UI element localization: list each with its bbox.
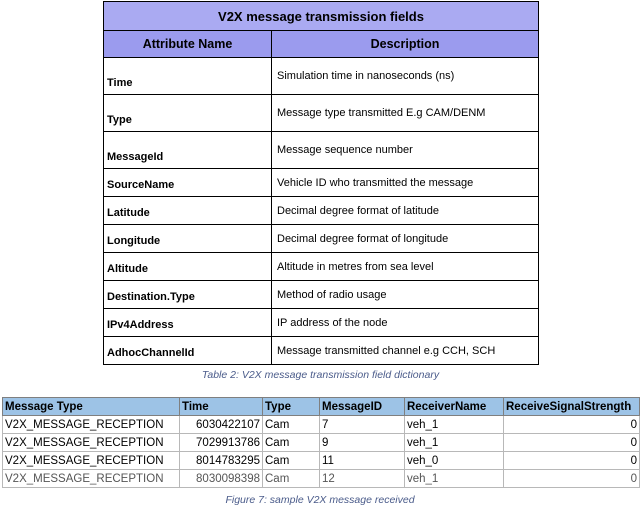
col-header-type: Type bbox=[263, 398, 320, 416]
fields-table bbox=[103, 1, 539, 365]
table-row bbox=[104, 253, 539, 281]
attr-name: Longitude bbox=[104, 225, 272, 253]
cell-receiver: veh_1 bbox=[405, 470, 504, 488]
cell-time: 8030098398 bbox=[180, 470, 263, 488]
cell-message-type: V2X_MESSAGE_RECEPTION bbox=[3, 416, 180, 434]
table-row bbox=[104, 58, 539, 95]
cell-message-id: 12 bbox=[320, 470, 405, 488]
col-header-receiver-name: ReceiverName bbox=[405, 398, 504, 416]
table-row bbox=[104, 95, 539, 132]
col-header-message-id: MessageID bbox=[320, 398, 405, 416]
attr-desc: Simulation time in nanoseconds (ns) bbox=[272, 58, 539, 95]
attr-desc: Method of radio usage bbox=[272, 281, 539, 309]
attr-name: Altitude bbox=[104, 253, 272, 281]
col-header-time: Time bbox=[180, 398, 263, 416]
col-header-signal-strength: ReceiveSignalStrength bbox=[504, 398, 640, 416]
attr-desc: IP address of the node bbox=[272, 309, 539, 337]
cell-message-type: V2X_MESSAGE_RECEPTION bbox=[3, 452, 180, 470]
attr-name: Time bbox=[104, 58, 272, 95]
table-row bbox=[3, 416, 640, 434]
cell-signal: 0 bbox=[504, 470, 640, 488]
attr-name: IPv4Address bbox=[104, 309, 272, 337]
cell-type: Cam bbox=[263, 416, 320, 434]
cell-receiver: veh_0 bbox=[405, 452, 504, 470]
cell-signal: 0 bbox=[504, 416, 640, 434]
table-row bbox=[3, 434, 640, 452]
attr-desc: Decimal degree format of longitude bbox=[272, 225, 539, 253]
cell-message-id: 7 bbox=[320, 416, 405, 434]
cell-type: Cam bbox=[263, 452, 320, 470]
table-row bbox=[104, 169, 539, 197]
attr-name: Type bbox=[104, 95, 272, 132]
table-row bbox=[104, 132, 539, 169]
table-row bbox=[3, 452, 640, 470]
cell-type: Cam bbox=[263, 470, 320, 488]
attr-desc: Message transmitted channel e.g CCH, SCH bbox=[272, 337, 539, 365]
cell-time: 6030422107 bbox=[180, 416, 263, 434]
cell-type: Cam bbox=[263, 434, 320, 452]
attr-name-header: Attribute Name bbox=[104, 31, 272, 58]
table-row bbox=[104, 225, 539, 253]
table-row bbox=[104, 281, 539, 309]
attr-desc: Message sequence number bbox=[272, 132, 539, 169]
cell-signal: 0 bbox=[504, 452, 640, 470]
attr-desc: Vehicle ID who transmitted the message bbox=[272, 169, 539, 197]
figure-caption: Figure 7: sample V2X message received bbox=[225, 494, 415, 506]
cell-message-id: 9 bbox=[320, 434, 405, 452]
attr-name: SourceName bbox=[104, 169, 272, 197]
cell-receiver: veh_1 bbox=[405, 434, 504, 452]
attr-desc: Altitude in metres from sea level bbox=[272, 253, 539, 281]
cell-time: 8014783295 bbox=[180, 452, 263, 470]
table-row bbox=[3, 470, 640, 488]
attr-name: MessageId bbox=[104, 132, 272, 169]
table-caption: Table 2: V2X message transmission field dictionary bbox=[201, 369, 440, 381]
cell-signal: 0 bbox=[504, 434, 640, 452]
cell-message-id: 11 bbox=[320, 452, 405, 470]
table-header-row bbox=[3, 398, 640, 416]
cell-receiver: veh_1 bbox=[405, 416, 504, 434]
attr-desc: Message type transmitted E.g CAM/DENM bbox=[272, 95, 539, 132]
description-header: Description bbox=[272, 31, 539, 58]
table-row bbox=[104, 309, 539, 337]
cell-message-type: V2X_MESSAGE_RECEPTION bbox=[3, 470, 180, 488]
table-row bbox=[104, 197, 539, 225]
attr-desc: Decimal degree format of latitude bbox=[272, 197, 539, 225]
cell-message-type: V2X_MESSAGE_RECEPTION bbox=[3, 434, 180, 452]
fields-table-title: V2X message transmission fields bbox=[104, 2, 539, 31]
cell-time: 7029913786 bbox=[180, 434, 263, 452]
sample-messages-table bbox=[2, 397, 640, 488]
attr-name: Latitude bbox=[104, 197, 272, 225]
attr-name: Destination.Type bbox=[104, 281, 272, 309]
table-row bbox=[104, 337, 539, 365]
attr-name: AdhocChannelId bbox=[104, 337, 272, 365]
col-header-message-type: Message Type bbox=[3, 398, 180, 416]
